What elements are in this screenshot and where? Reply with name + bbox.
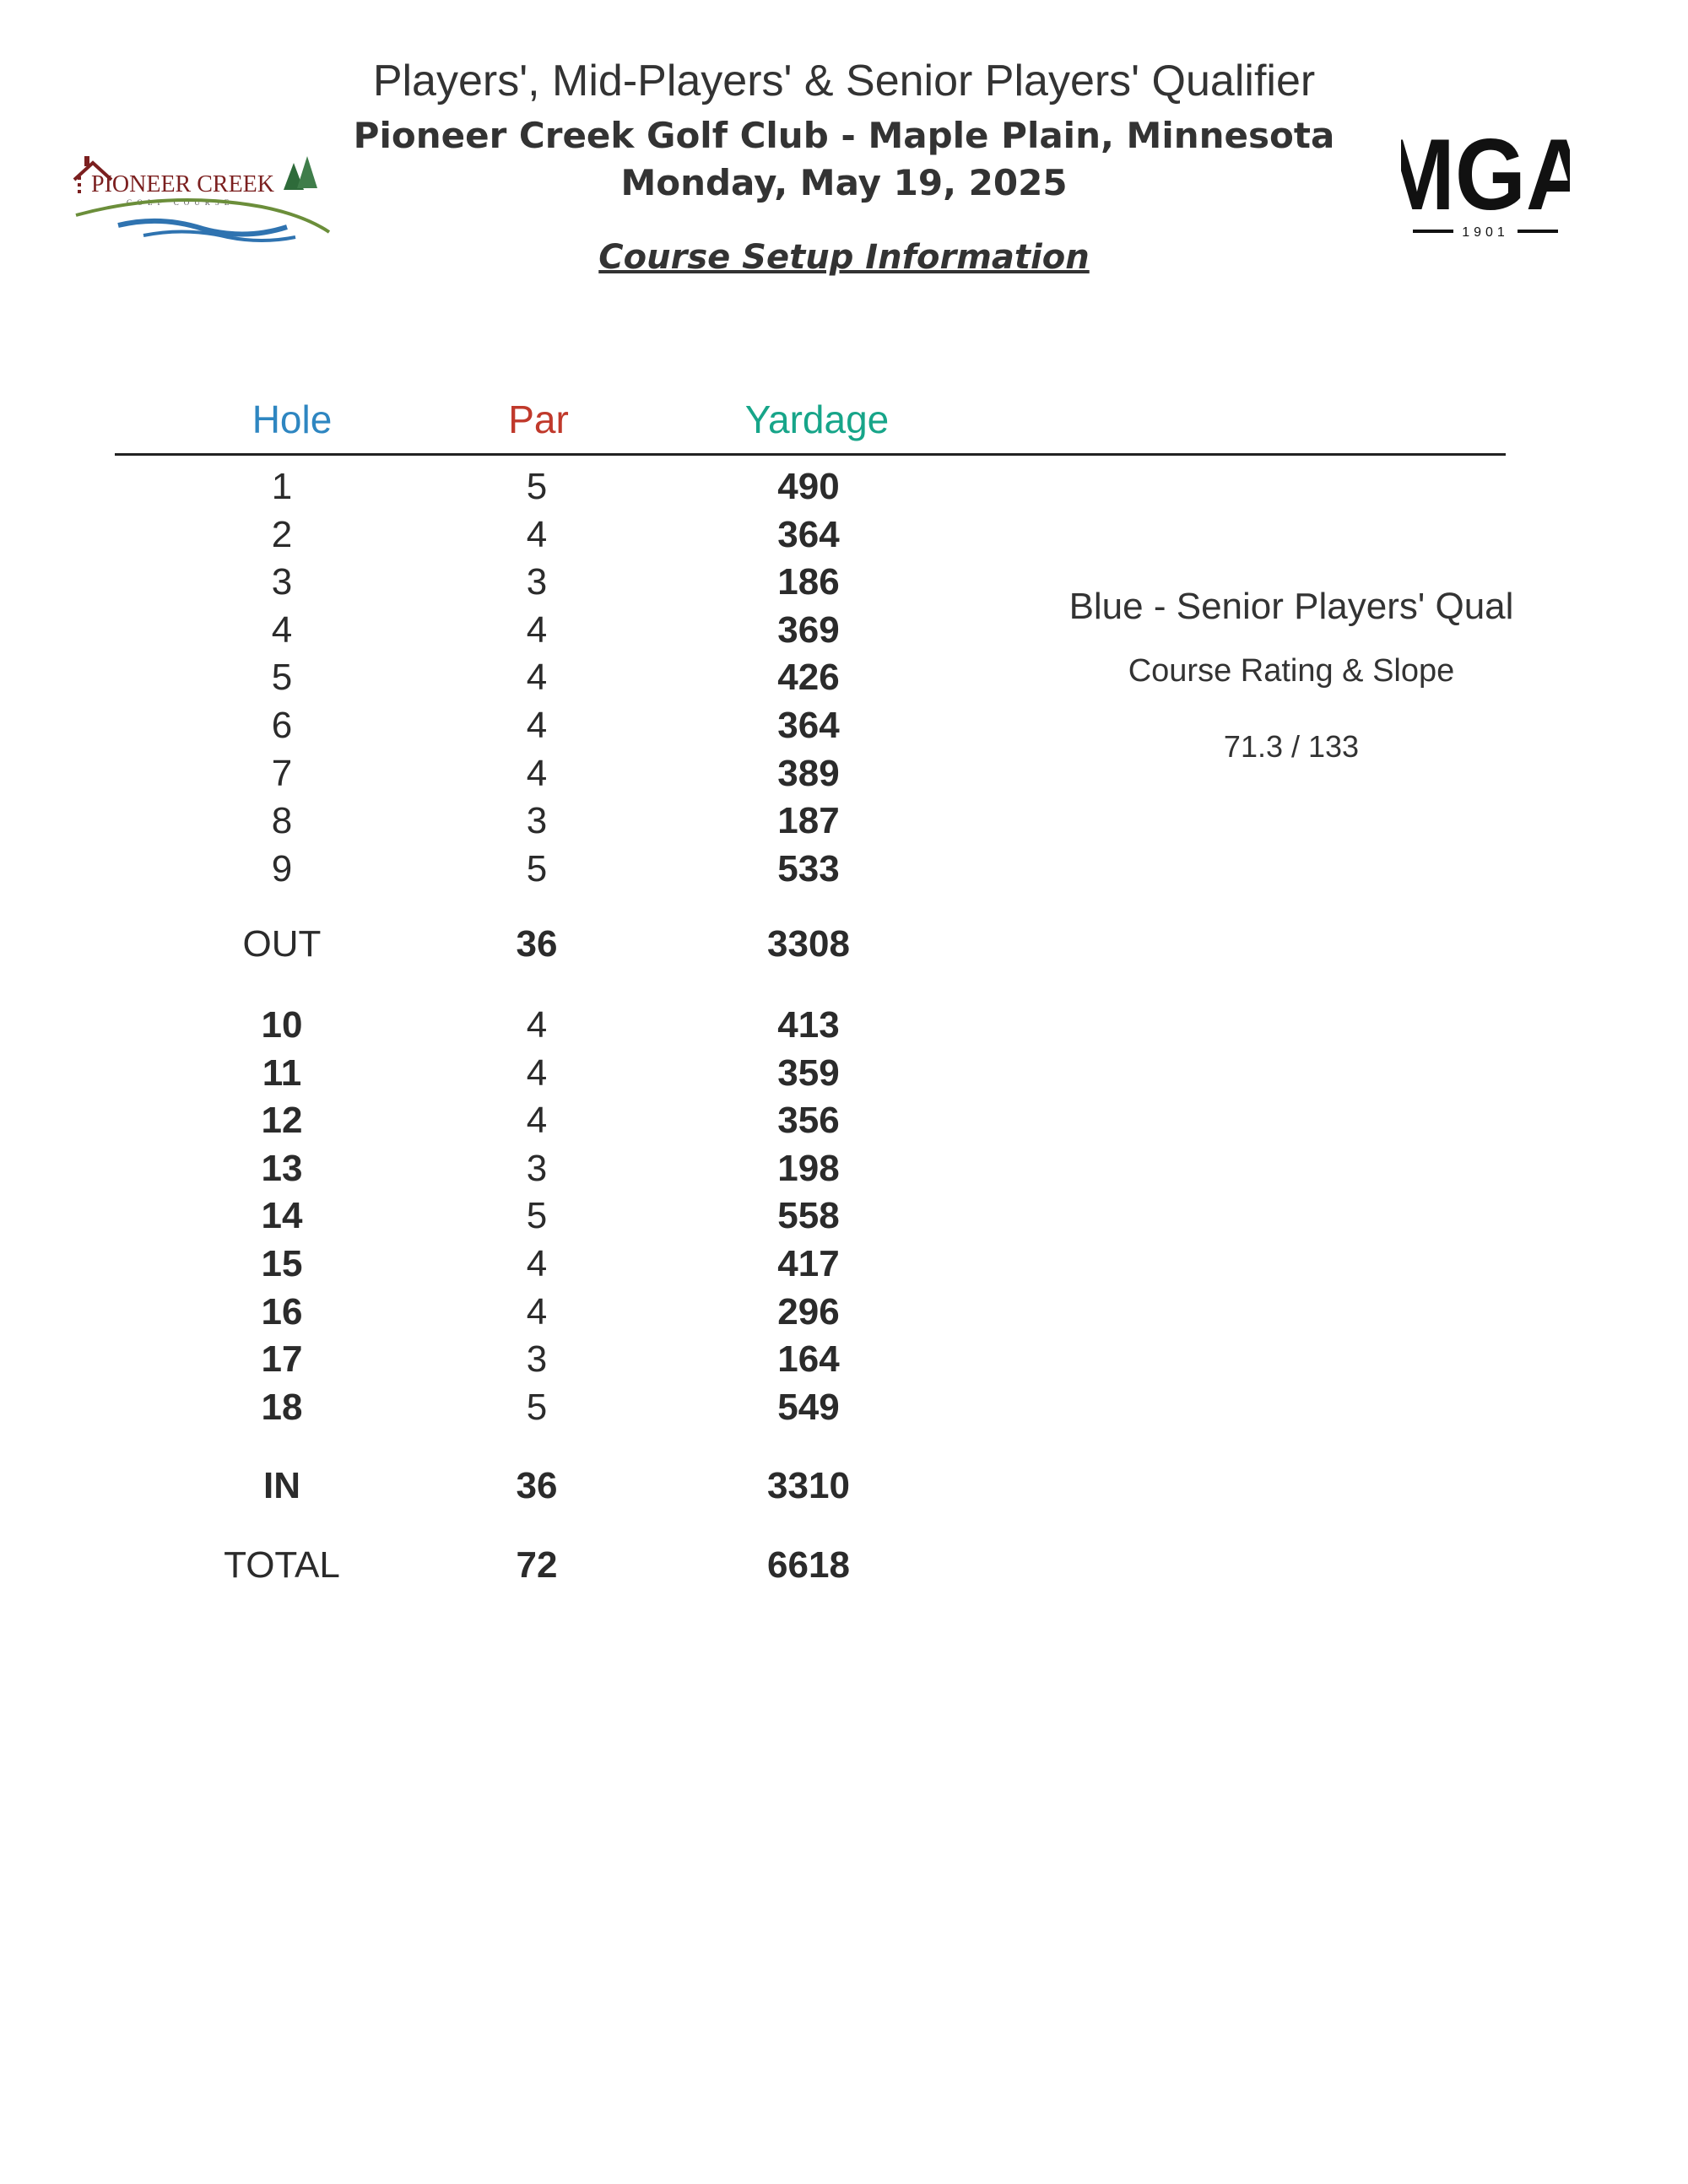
hole-cell: 14 (261, 1195, 303, 1237)
yardage-cell: 490 (777, 466, 840, 507)
hole-cell: 9 (271, 847, 293, 889)
par-cell: 4 (526, 657, 548, 699)
par-cell: 3 (526, 561, 548, 603)
par-cell: 4 (526, 513, 548, 555)
par-cell: 72 (516, 1544, 558, 1586)
yardage-cell: 369 (777, 608, 840, 651)
yardage-cell: 364 (777, 513, 840, 555)
hole-cell: 4 (271, 608, 293, 651)
yardage-cell: 198 (777, 1147, 840, 1189)
par-cell: 4 (526, 705, 548, 746)
yardage-cell: 533 (777, 847, 840, 889)
par-cell: 4 (526, 1243, 548, 1284)
mga-logo-text: G (1454, 118, 1526, 232)
par-cell: 5 (526, 1386, 548, 1428)
hole-cell: 3 (271, 561, 293, 603)
yardage-cell: 364 (777, 705, 840, 746)
hole-cell: 7 (271, 752, 293, 794)
par-cell: 4 (526, 1051, 548, 1094)
event-date: Monday, May 19, 2025 (620, 162, 1068, 203)
yardage-cell: 389 (777, 752, 840, 794)
hole-cell: 15 (261, 1243, 303, 1284)
section-title: Course Setup Information (598, 238, 1090, 277)
svg-text:GOLF COURSE: GOLF COURSE (127, 198, 235, 207)
column-header-yardage: Yardage (744, 397, 890, 441)
hole-cell: 17 (261, 1338, 303, 1381)
yardage-cell: 426 (777, 657, 840, 699)
hole-cell: 2 (271, 513, 293, 555)
pioneer-creek-logo (68, 148, 338, 249)
par-cell: 36 (516, 1465, 558, 1506)
yardage-cell: 417 (777, 1243, 840, 1284)
pioneer-creek-logo-text: PIONEER CREEK (91, 171, 274, 197)
par-cell: 4 (526, 1004, 548, 1046)
yardage-cell: 558 (777, 1195, 840, 1237)
par-cell: 4 (526, 752, 548, 794)
hole-cell: 11 (262, 1051, 302, 1094)
hole-cell: 18 (261, 1386, 303, 1428)
hole-cell: 6 (271, 705, 293, 746)
venue-line: Pioneer Creek Golf Club - Maple Plain, Minnesota (353, 115, 1335, 156)
yardage-cell: 549 (777, 1386, 840, 1428)
yardage-cell: 296 (777, 1290, 840, 1333)
hole-cell: 5 (271, 657, 293, 699)
document-title: Players', Mid-Players' & Senior Players' Qualifier (372, 57, 1316, 105)
par-cell: 5 (526, 847, 548, 889)
column-header-hole: Hole (252, 397, 333, 441)
yardage-cell: 356 (777, 1100, 840, 1142)
yardage-cell: 359 (777, 1051, 840, 1094)
hole-cell: 10 (261, 1004, 303, 1046)
par-cell: 4 (526, 608, 548, 651)
yardage-cell: 164 (777, 1338, 840, 1381)
rating-slope-label: Course Rating & Slope (1128, 653, 1455, 689)
mga-logo (1401, 116, 1570, 243)
par-cell: 4 (526, 1100, 548, 1142)
yardage-cell: 6618 (767, 1544, 850, 1586)
par-cell: 5 (526, 1195, 548, 1237)
par-cell: 4 (526, 1290, 548, 1333)
yardage-cell: 3310 (767, 1465, 850, 1506)
hole-cell: 8 (271, 800, 293, 842)
par-cell: 3 (526, 800, 548, 842)
hole-cell: 1 (271, 466, 293, 507)
tee-set-title: Blue - Senior Players' Qual (1069, 586, 1514, 627)
header-divider (115, 453, 1506, 456)
yardage-cell: 186 (777, 561, 840, 603)
par-cell: 3 (526, 1338, 548, 1381)
hole-cell: 13 (261, 1147, 303, 1189)
hole-cell: 16 (261, 1290, 303, 1333)
hole-cell: TOTAL (224, 1544, 340, 1586)
rating-slope-value: 71.3 / 133 (1223, 729, 1360, 764)
yardage-cell: 3308 (767, 923, 850, 965)
hole-cell: 12 (261, 1100, 303, 1142)
yardage-cell: 413 (777, 1004, 840, 1046)
hole-cell: OUT (242, 923, 322, 965)
par-cell: 3 (526, 1147, 548, 1189)
svg-text:1901: 1901 (1462, 225, 1509, 240)
par-cell: 5 (526, 466, 548, 507)
yardage-cell: 187 (777, 800, 840, 842)
par-cell: 36 (516, 923, 558, 965)
column-header-par: Par (508, 397, 569, 441)
hole-cell: IN (263, 1465, 300, 1506)
